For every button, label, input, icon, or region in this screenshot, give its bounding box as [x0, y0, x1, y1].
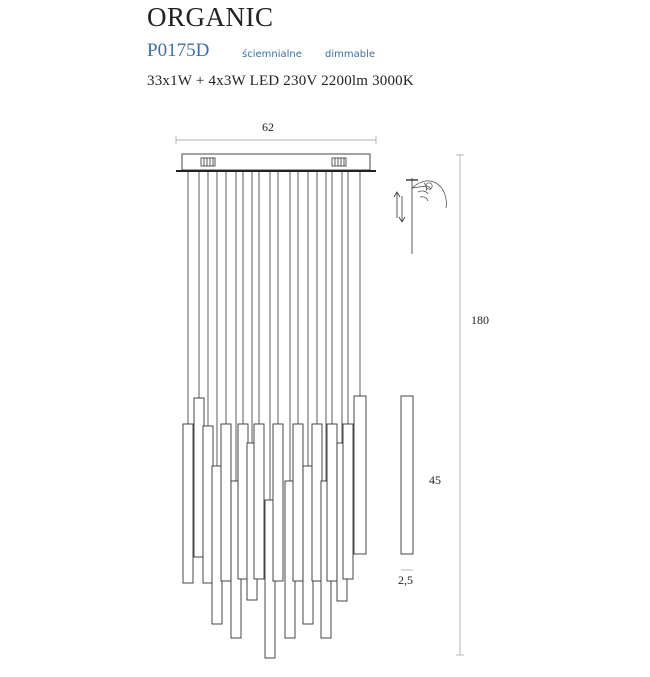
- product-name: ORGANIC: [147, 2, 274, 32]
- height-label: 180: [471, 313, 489, 327]
- width-dimension-line: [176, 136, 376, 144]
- hand-icon: [412, 181, 446, 208]
- width-label: 62: [262, 120, 274, 134]
- product-code: P0175D: [147, 40, 210, 61]
- tube: [293, 424, 303, 581]
- adjust-arrows-icon: [394, 192, 405, 222]
- tube: [194, 398, 204, 557]
- tube: [327, 424, 337, 581]
- height-adjustment-detail: [394, 178, 446, 254]
- tube: [343, 424, 353, 579]
- height-dimension-line: [456, 155, 464, 655]
- tube: [212, 466, 222, 624]
- tag-dimmable-en: dimmable: [325, 49, 376, 60]
- canopy: [176, 154, 376, 171]
- tube: [273, 424, 283, 581]
- led-tubes: [183, 396, 366, 658]
- tube: [254, 424, 264, 579]
- tube: [303, 466, 313, 624]
- tube: [221, 424, 231, 581]
- tube: [183, 424, 193, 583]
- tube: [238, 424, 248, 579]
- tube-detail: [401, 396, 413, 570]
- product-specs: 33x1W + 4x3W LED 230V 2200lm 3000K: [147, 73, 414, 89]
- tube: [354, 396, 366, 554]
- tag-dimmable-pl: ściemnialne: [242, 49, 302, 60]
- tube-diameter-label: 2,5: [398, 573, 413, 587]
- tube-length-label: 45: [429, 473, 441, 487]
- tube: [312, 424, 322, 581]
- tube: [203, 426, 213, 583]
